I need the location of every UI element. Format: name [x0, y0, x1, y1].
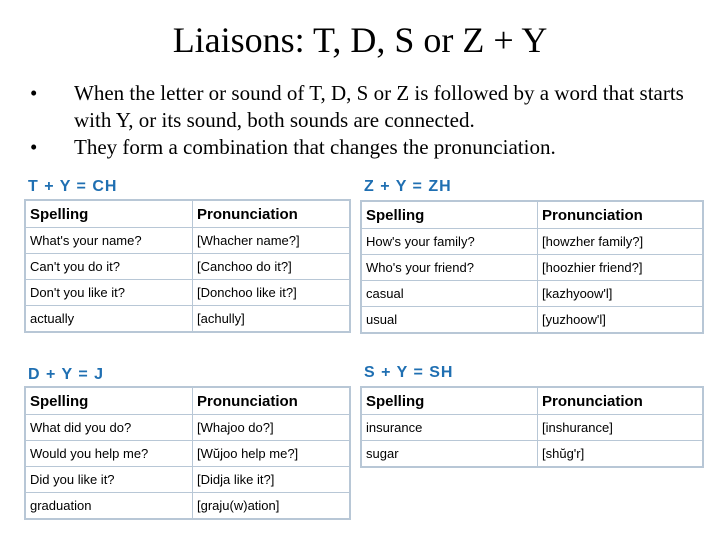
table-header-row — [361, 387, 703, 415]
column-header-spelling: Spelling — [361, 387, 538, 415]
column-header-pronunciation: Pronunciation — [193, 200, 351, 228]
table-row — [25, 228, 350, 254]
bullet-icon: • — [30, 135, 38, 159]
table-header-row — [25, 200, 350, 228]
pronunciation-cell: [achully] — [193, 306, 351, 333]
bullet-text: They form a combination that changes the pronunciation. — [74, 135, 556, 159]
bullet-text: When the letter or sound of T, D, S or Z is followed by a word that starts with Y, or its sound, both sounds are connected. — [74, 81, 684, 132]
table-t-y-ch — [24, 199, 351, 333]
spelling-cell: Don't you like it? — [25, 280, 193, 306]
table-row — [25, 493, 350, 520]
pronunciation-cell: [Whacher name?] — [193, 228, 351, 254]
table-row — [25, 280, 350, 306]
spelling-cell: actually — [25, 306, 193, 333]
spelling-cell: sugar — [361, 441, 538, 468]
spelling-cell: usual — [361, 307, 538, 334]
table-d-y-j — [24, 386, 351, 520]
bullet-icon: • — [30, 81, 38, 105]
table-heading-d: D + Y = J — [28, 366, 105, 383]
table-row — [361, 255, 703, 281]
spelling-cell: casual — [361, 281, 538, 307]
table-row — [25, 306, 350, 333]
table-row — [25, 441, 350, 467]
spelling-cell: Can't you do it? — [25, 254, 193, 280]
pronunciation-cell: [hoozhier friend?] — [538, 255, 704, 281]
spelling-cell: What's your name? — [25, 228, 193, 254]
pronunciation-cell: [Canchoo do it?] — [193, 254, 351, 280]
pronunciation-cell: [howzher family?] — [538, 229, 704, 255]
spelling-cell: Did you like it? — [25, 467, 193, 493]
table-z-y-zh — [360, 200, 704, 334]
table-row — [361, 415, 703, 441]
pronunciation-cell: [Donchoo like it?] — [193, 280, 351, 306]
column-header-spelling: Spelling — [361, 201, 538, 229]
pronunciation-cell: [yuzhoow'l] — [538, 307, 704, 334]
bullet-item — [30, 134, 710, 161]
column-header-spelling: Spelling — [25, 387, 193, 415]
pronunciation-cell: [Didja like it?] — [193, 467, 351, 493]
column-header-spelling: Spelling — [25, 200, 193, 228]
column-header-pronunciation: Pronunciation — [538, 387, 704, 415]
table-row — [25, 254, 350, 280]
pronunciation-cell: [kazhyoow'l] — [538, 281, 704, 307]
table-header-row — [361, 201, 703, 229]
column-header-pronunciation: Pronunciation — [193, 387, 351, 415]
column-header-pronunciation: Pronunciation — [538, 201, 704, 229]
table-row — [25, 415, 350, 441]
table-heading-s: S + Y = SH — [364, 364, 454, 381]
table-row — [361, 441, 703, 468]
table-heading-z: Z + Y = ZH — [364, 178, 452, 195]
slide-title: Liaisons: T, D, S or Z + Y — [172, 20, 548, 60]
bullet-list — [30, 80, 710, 161]
table-row — [361, 307, 703, 334]
table-row — [25, 467, 350, 493]
table-heading-t: T + Y = CH — [28, 178, 118, 195]
pronunciation-cell: [inshurance] — [538, 415, 704, 441]
spelling-cell: Would you help me? — [25, 441, 193, 467]
spelling-cell: Who's your friend? — [361, 255, 538, 281]
table-row — [361, 229, 703, 255]
table-header-row — [25, 387, 350, 415]
spelling-cell: How's your family? — [361, 229, 538, 255]
spelling-cell: insurance — [361, 415, 538, 441]
bullet-item — [30, 80, 710, 134]
pronunciation-cell: [Whajoo do?] — [193, 415, 351, 441]
table-s-y-sh — [360, 386, 704, 468]
pronunciation-cell: [graju(w)ation] — [193, 493, 351, 520]
pronunciation-cell: [shŭg'r] — [538, 441, 704, 468]
table-row — [361, 281, 703, 307]
spelling-cell: What did you do? — [25, 415, 193, 441]
pronunciation-cell: [Wŭjoo help me?] — [193, 441, 351, 467]
spelling-cell: graduation — [25, 493, 193, 520]
